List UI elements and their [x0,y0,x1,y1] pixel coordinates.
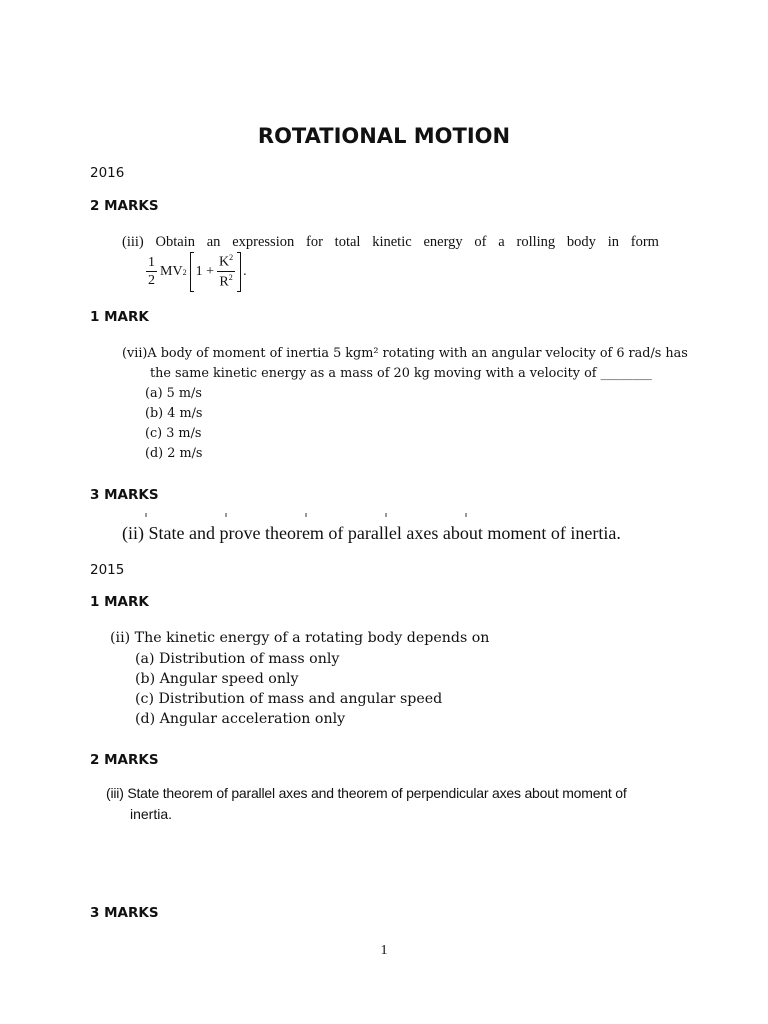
question-2016-vii-line1: (vii)A body of moment of inertia 5 kgm² rotating with an angular velocity of 6 rad/s has [122,346,688,361]
question-2015-iii-line2: inertia. [130,806,173,822]
heading-2015-3-marks: 3 MARKS [90,905,159,921]
question-word: form [630,234,659,250]
question-word: (iii) [122,234,144,250]
fraction-k2-r2: $\frac{K^2}{R^2}$ [218,253,234,290]
option-a: (a) Distribution of mass only [135,651,340,667]
page-number: 1 [380,943,388,958]
question-2016-ii: (ii) State and prove theorem of parallel axes about moment of inertia. [122,523,621,543]
question-word: a [498,234,505,250]
heading-2015-2-marks: 2 MARKS [90,752,159,768]
question-2015-iii-line1: (iii) State theorem of parallel axes and theorem of perpendicular axes about moment of [106,785,627,801]
heading-2015-1-mark: 1 MARK [90,594,149,610]
question-word: energy [423,234,463,250]
year-heading-2015: 2015 [90,562,125,578]
option-c: (c) Distribution of mass and angular speed [135,691,443,707]
question-2016-iii [122,234,659,251]
option-d: (d) Angular acceleration only [135,711,346,727]
formula-mv: MV [160,264,183,279]
question-word: kinetic [372,234,412,250]
year-heading-2016: 2016 [90,165,125,181]
page-title: ROTATIONAL MOTION [257,124,511,148]
question-word: Obtain [155,234,195,250]
option-a: (a) 5 m/s [145,386,202,401]
cropped-text-remnant [145,513,485,517]
kinetic-energy-formula [146,252,247,292]
question-word: total [334,234,361,250]
question-word: for [305,234,323,250]
option-b: (b) Angular speed only [135,671,299,687]
option-b: (b) 4 m/s [145,406,203,421]
question-2015-ii: (ii) The kinetic energy of a rotating body depends on [110,630,490,646]
heading-2016-1-mark: 1 MARK [90,309,149,325]
fraction-half: $\frac{1}{2}$ [148,255,155,288]
question-word: expression [232,234,295,250]
question-word: of [474,234,487,250]
question-word: in [607,234,619,250]
formula-one-plus: 1 + [195,264,214,279]
question-2016-vii-line2: the same kinetic energy as a mass of 20 kg moving with a velocity of ________ [150,366,652,381]
option-c: (c) 3 m/s [145,426,202,441]
formula-bracket [190,252,242,292]
question-word: body [566,234,596,250]
heading-2016-2-marks: 2 MARKS [90,198,159,214]
question-word: an [206,234,221,250]
formula-period: . [243,264,247,279]
question-word: rolling [516,234,556,250]
heading-2016-3-marks: 3 MARKS [90,487,159,503]
option-d: (d) 2 m/s [145,446,203,461]
formula-mv-exponent: 2 [182,267,187,277]
